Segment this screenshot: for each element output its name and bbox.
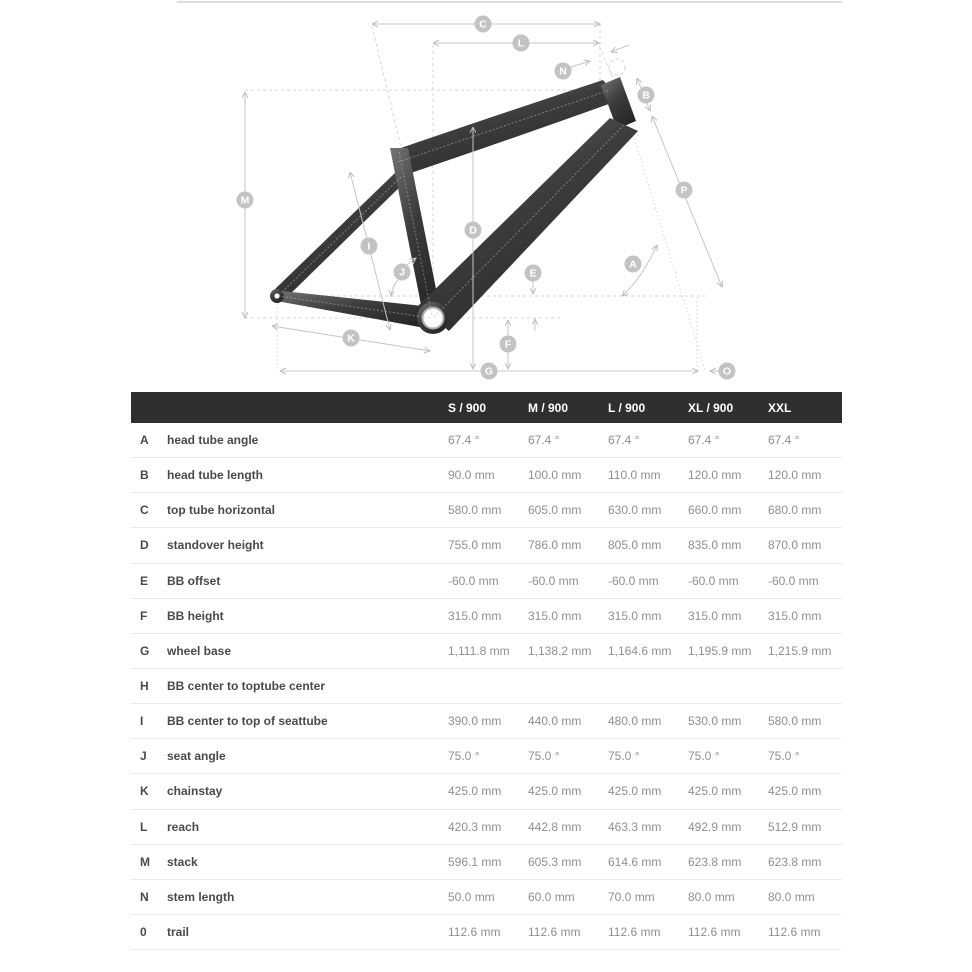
row-value: 870.0 mm — [768, 538, 822, 553]
row-value: 425.0 mm — [688, 784, 742, 799]
row-value: -60.0 mm — [608, 573, 659, 588]
row-value: 75.0 ° — [448, 749, 480, 764]
row-letter: N — [140, 889, 149, 904]
row-name: BB height — [167, 608, 224, 623]
row-name: stack — [167, 854, 198, 869]
row-name: BB offset — [167, 573, 221, 588]
frame-silhouette — [270, 77, 638, 334]
row-value: 100.0 mm — [528, 468, 582, 483]
dim-arc-A — [622, 245, 657, 296]
row-value: 680.0 mm — [768, 503, 822, 518]
row-name: trail — [167, 925, 190, 940]
row-name: BB center to toptube center — [167, 679, 326, 694]
dim-label-F — [500, 336, 517, 353]
svg-text:J: J — [399, 266, 405, 279]
row-value: 623.8 mm — [768, 854, 822, 869]
svg-text:F: F — [504, 338, 512, 351]
svg-text:D: D — [469, 224, 477, 237]
row-letter: J — [140, 749, 147, 764]
row-name: reach — [167, 819, 200, 834]
dim-label-E — [525, 265, 542, 282]
row-value: 315.0 mm — [688, 608, 742, 623]
row-value: 80.0 mm — [688, 889, 735, 904]
row-name: chainstay — [167, 784, 223, 799]
row-value: 112.6 mm — [528, 925, 581, 940]
row-name: wheel base — [167, 643, 232, 658]
row-value: 440.0 mm — [528, 714, 582, 729]
row-value: 630.0 mm — [608, 503, 662, 518]
row-value: 442.8 mm — [528, 819, 582, 834]
row-value: 110.0 mm — [608, 468, 661, 483]
svg-text:L: L — [517, 37, 525, 50]
dim-label-N — [555, 63, 572, 80]
table-header — [131, 392, 842, 423]
table-row — [131, 915, 842, 950]
row-value: 512.9 mm — [768, 819, 822, 834]
svg-text:B: B — [642, 89, 650, 102]
row-value: 425.0 mm — [768, 784, 822, 799]
row-value: 596.1 mm — [448, 854, 502, 869]
construction-lines — [245, 24, 705, 370]
column-header-s: S / 900 — [448, 400, 487, 415]
dim-line-J-b — [391, 280, 398, 296]
row-value: 90.0 mm — [448, 468, 495, 483]
dim-label-B — [638, 87, 655, 104]
stem-spacer-outline — [609, 59, 625, 75]
row-letter: M — [140, 854, 150, 869]
row-letter: L — [140, 819, 148, 834]
dim-label-C — [475, 16, 492, 33]
row-name: head tube length — [167, 468, 263, 483]
table-row — [131, 423, 842, 458]
svg-text:M: M — [240, 194, 250, 207]
table-row — [131, 810, 842, 845]
dim-label-M — [237, 192, 254, 209]
row-value: 315.0 mm — [768, 608, 822, 623]
dim-line-N-b — [611, 45, 629, 52]
row-value: -60.0 mm — [528, 573, 579, 588]
row-value: 67.4 ° — [528, 433, 560, 448]
row-value: 75.0 ° — [608, 749, 640, 764]
row-value: 70.0 mm — [608, 889, 655, 904]
dim-label-G — [481, 363, 498, 380]
dim-label-I — [361, 238, 378, 255]
column-header-l: L / 900 — [608, 400, 646, 415]
table-row — [131, 528, 842, 563]
dimension-lines — [245, 24, 722, 371]
row-value: 315.0 mm — [528, 608, 582, 623]
row-value: 60.0 mm — [528, 889, 575, 904]
svg-text:P: P — [680, 184, 688, 197]
geometry-table — [131, 392, 842, 950]
row-value: 1,164.6 mm — [608, 643, 672, 658]
row-letter: G — [140, 643, 150, 658]
row-value: 120.0 mm — [688, 468, 742, 483]
dim-label-J — [394, 264, 411, 281]
row-value: 580.0 mm — [768, 714, 822, 729]
row-value: 580.0 mm — [448, 503, 502, 518]
row-value: 67.4 ° — [768, 433, 800, 448]
table-row — [131, 458, 842, 493]
table-row — [131, 845, 842, 880]
row-value: 530.0 mm — [688, 714, 742, 729]
row-letter: F — [140, 608, 148, 623]
row-value: -60.0 mm — [768, 573, 819, 588]
row-value: 80.0 mm — [768, 889, 815, 904]
row-value: 50.0 mm — [448, 889, 495, 904]
row-letter: K — [140, 784, 149, 799]
row-value: 75.0 ° — [688, 749, 720, 764]
row-letter: C — [140, 503, 149, 518]
table-row — [131, 880, 842, 915]
dim-label-K — [343, 330, 360, 347]
table-body — [131, 423, 842, 950]
dim-label-P — [676, 182, 693, 199]
column-header-xl: XL / 900 — [688, 400, 734, 415]
row-value: 75.0 ° — [528, 749, 560, 764]
svg-text:G: G — [484, 365, 494, 378]
row-value: 67.4 ° — [448, 433, 480, 448]
row-letter: E — [140, 573, 149, 588]
row-name: BB center to top of seattube — [167, 714, 328, 729]
row-value: 315.0 mm — [608, 608, 662, 623]
dim-label-A — [625, 256, 642, 273]
dim-label-O — [719, 363, 736, 380]
row-value: -60.0 mm — [688, 573, 739, 588]
row-value: 463.3 mm — [608, 819, 662, 834]
row-value: 835.0 mm — [688, 538, 742, 553]
dim-line-N-a — [568, 61, 590, 68]
table-row — [131, 564, 842, 599]
svg-text:E: E — [529, 267, 537, 280]
row-value: 1,195.9 mm — [688, 643, 752, 658]
row-letter: A — [140, 433, 149, 448]
table-row — [131, 704, 842, 739]
row-value: 623.8 mm — [688, 854, 742, 869]
row-value: 660.0 mm — [688, 503, 742, 518]
row-value: -60.0 mm — [448, 573, 499, 588]
row-value: 67.4 ° — [608, 433, 640, 448]
row-value: 315.0 mm — [448, 608, 502, 623]
svg-text:K: K — [347, 332, 355, 345]
row-value: 75.0 ° — [768, 749, 800, 764]
row-value: 425.0 mm — [528, 784, 582, 799]
row-value: 425.0 mm — [608, 784, 662, 799]
svg-text:O: O — [722, 365, 732, 378]
svg-text:A: A — [629, 258, 637, 271]
row-letter: D — [140, 538, 149, 553]
table-row — [131, 599, 842, 634]
row-value: 805.0 mm — [608, 538, 662, 553]
row-name: standover height — [167, 538, 264, 553]
row-value: 480.0 mm — [608, 714, 662, 729]
svg-text:I: I — [367, 240, 371, 253]
row-value: 492.9 mm — [688, 819, 742, 834]
table-row — [131, 493, 842, 528]
table-row — [131, 739, 842, 774]
svg-text:N: N — [559, 65, 567, 78]
row-letter: B — [140, 468, 149, 483]
column-header-m: M / 900 — [528, 400, 569, 415]
table-row — [131, 634, 842, 669]
row-value: 67.4 ° — [688, 433, 720, 448]
row-letter: H — [140, 679, 149, 694]
row-letter: I — [140, 714, 144, 729]
row-value: 112.6 mm — [448, 925, 501, 940]
row-value: 112.6 mm — [608, 925, 661, 940]
row-value: 112.6 mm — [768, 925, 821, 940]
dim-label-D — [465, 222, 482, 239]
row-value: 425.0 mm — [448, 784, 502, 799]
row-value: 112.6 mm — [688, 925, 741, 940]
row-name: stem length — [167, 889, 235, 904]
frame-geometry-diagram — [0, 0, 972, 392]
table-row — [131, 669, 842, 704]
row-name: seat angle — [167, 749, 226, 764]
row-value: 786.0 mm — [528, 538, 582, 553]
row-value: 755.0 mm — [448, 538, 502, 553]
row-value: 1,111.8 mm — [448, 643, 510, 658]
row-value: 1,138.2 mm — [528, 643, 592, 658]
row-value: 1,215.9 mm — [768, 643, 832, 658]
row-value: 605.3 mm — [528, 854, 582, 869]
table-row — [131, 774, 842, 809]
column-header-xxl: XXL — [768, 400, 792, 415]
dim-line-P — [652, 116, 722, 287]
row-value: 120.0 mm — [768, 468, 822, 483]
row-value: 390.0 mm — [448, 714, 502, 729]
row-name: head tube angle — [167, 433, 259, 448]
row-value: 605.0 mm — [528, 503, 582, 518]
row-value: 614.6 mm — [608, 854, 662, 869]
row-letter: 0 — [140, 925, 147, 940]
row-value: 420.3 mm — [448, 819, 502, 834]
svg-text:C: C — [479, 18, 487, 31]
row-name: top tube horizontal — [167, 503, 275, 518]
dim-label-L — [513, 35, 530, 52]
